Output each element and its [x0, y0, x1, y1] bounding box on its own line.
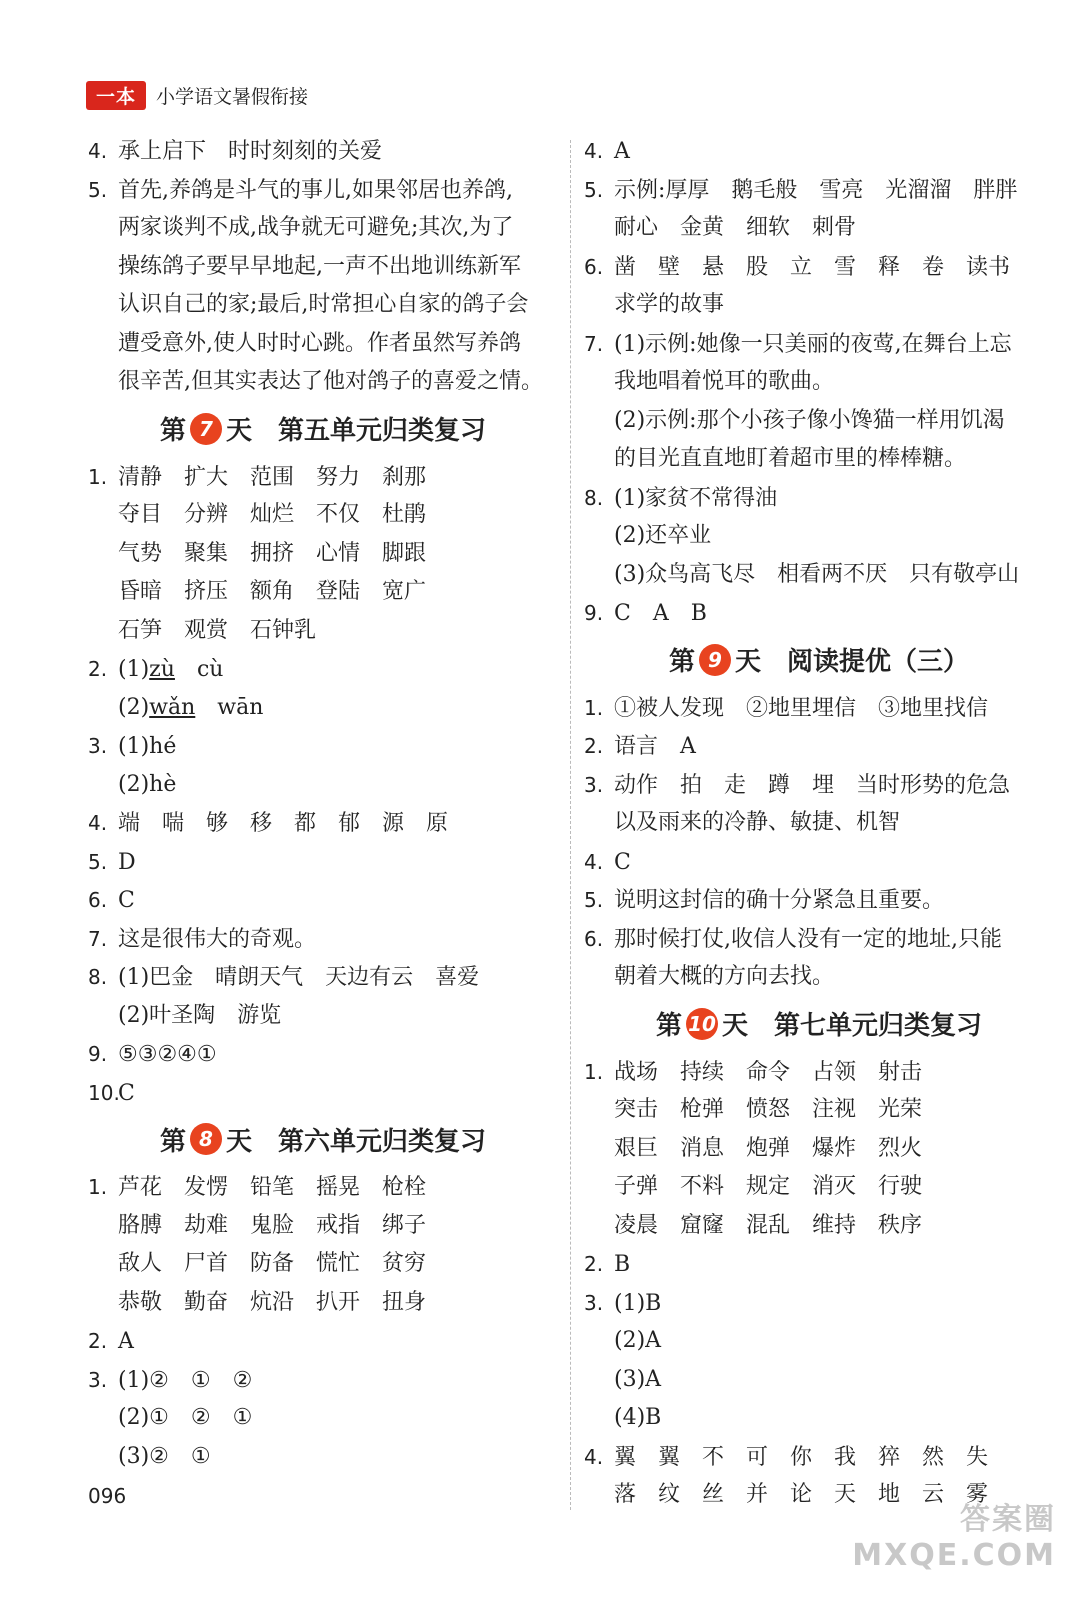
answer-line: 夺目 分辨 灿烂 不仅 杜鹃: [118, 502, 427, 527]
answer-line: 遭受意外,使人时时心跳。作者虽然写养鸽: [118, 330, 521, 356]
answer-line: (4)B: [614, 1405, 662, 1430]
right-column: [584, 132, 1054, 1515]
answer-line: (3)众鸟高飞尽 相看两不厌 只有敬亭山: [614, 561, 1020, 587]
answer-line: 5. D: [88, 849, 136, 875]
answer-line: 9. ⑤③②④①: [88, 1042, 217, 1067]
section-heading-day10: 第 10 天 第七单元归类复习: [584, 999, 1054, 1049]
answer-line: 5. 说明这封信的确十分紧急且重要。: [584, 888, 945, 913]
answer-line: 石笋 观赏 石钟乳: [118, 617, 317, 643]
left-column: [88, 132, 558, 1476]
section-heading-day9: 第 9 天 阅读提优（三）: [584, 635, 1054, 685]
answer-line: (3)② ①: [118, 1443, 211, 1469]
answer-line: 突击 枪弹 愤怒 注视 光荣: [614, 1097, 923, 1122]
answer-line: 1. 芦花 发愣 铅笔 摇晃 枪栓: [88, 1175, 427, 1200]
answer-line: 认识自己的家;最后,时常担心自家的鸽子会: [118, 292, 529, 317]
answer-line: 凌晨 窟窿 混乱 维持 秩序: [614, 1212, 923, 1238]
answer-line: 求学的故事: [614, 292, 725, 317]
answer-line: 的目光直直地盯着超市里的棒棒糖。: [614, 446, 967, 471]
answer-line: 2. B: [584, 1252, 631, 1277]
answer-line: 以及雨来的冷静、敏捷、机智: [614, 810, 901, 835]
answer-line: 很辛苦,但其实表达了他对鸽子的喜爱之情。: [118, 369, 543, 394]
day-badge: 9: [699, 644, 731, 676]
answer-line: 10.C: [88, 1080, 135, 1106]
answer-line: 胳膊 劫难 鬼脸 戒指 绑子: [118, 1212, 427, 1238]
answer-line: 8. (1)家贫不常得油: [584, 485, 778, 511]
day-badge: 10: [686, 1008, 718, 1040]
day-badge: 7: [190, 413, 222, 445]
answer-line: 耐心 金黄 细软 刺骨: [614, 215, 857, 240]
answer-line: 4. C: [584, 849, 631, 875]
page-number: 096: [88, 1484, 127, 1508]
answer-line: 7. (1)示例:她像一只美丽的夜莺,在舞台上忘: [584, 331, 1012, 357]
column-divider: [570, 140, 571, 1510]
answer-line: 4. 承上启下 时时刻刻的关爱: [88, 139, 383, 164]
answer-line: 我地唱着悦耳的歌曲。: [614, 369, 835, 394]
answer-line: 3. 动作 拍 走 蹲 埋 当时形势的危急: [584, 772, 1011, 798]
answer-line: 4. A: [584, 139, 630, 164]
answer-line: (2)hè: [118, 771, 177, 797]
book-title: 小学语文暑假衔接: [156, 85, 309, 108]
section-heading-day7: 第 7 天 第五单元归类复习: [88, 404, 558, 454]
answer-line: 3. (1)B: [584, 1290, 662, 1316]
answer-line: 1. 战场 持续 命令 占领 射击: [584, 1059, 923, 1085]
answer-line: 3. (1)hé: [88, 734, 177, 759]
answer-line: 2. 语言 A: [584, 734, 696, 759]
answer-line: 2. A: [88, 1329, 134, 1354]
answer-line: (3)A: [614, 1366, 662, 1392]
brand-logo: 一本: [86, 81, 146, 110]
answer-line: 敌人 尸首 防备 慌忙 贫穷: [118, 1251, 427, 1276]
answer-line: 两家谈判不成,战争就无可避免;其次,为了: [118, 215, 514, 240]
answer-line: 7. 这是很伟大的奇观。: [88, 926, 317, 952]
answer-line: (2)wǎn wān: [118, 694, 264, 720]
answer-line: 子弹 不料 规定 消灭 行驶: [614, 1174, 923, 1199]
answer-line: 8. (1)巴金 晴朗天气 天边有云 喜爱: [88, 965, 480, 990]
day-badge: 8: [190, 1123, 222, 1155]
answer-line: (2)① ② ①: [118, 1405, 253, 1430]
answer-line: 1. ①被人发现 ②地里埋信 ③地里找信: [584, 695, 989, 721]
answer-line: 朝着大概的方向去找。: [614, 964, 835, 989]
answer-line: (2)A: [614, 1328, 662, 1353]
watermark: 答案圈 MXQE.COM: [852, 1502, 1056, 1573]
answer-line: 5. 示例:厚厚 鹅毛般 雪亮 光溜溜 胖胖: [584, 177, 1018, 203]
answer-line: 6. 那时候打仗,收信人没有一定的地址,只能: [584, 926, 1002, 952]
answer-line: 气势 聚集 拥挤 心情 脚跟: [118, 540, 427, 566]
answer-line: (2)叶圣陶 游览: [118, 1002, 282, 1028]
answer-line: 艰巨 消息 炮弹 爆炸 烈火: [614, 1135, 923, 1161]
answer-line: (2)示例:那个小孩子像小馋猫一样用饥渴: [614, 407, 1005, 433]
section-heading-day8: 第 8 天 第六单元归类复习: [88, 1114, 558, 1164]
page-header: [86, 80, 308, 110]
answer-line: 操练鸽子要早早地起,一声不出地训练新军: [118, 253, 521, 279]
answer-line: 1. 清静 扩大 范围 努力 刹那: [88, 464, 427, 490]
answer-line: 恭敬 勤奋 炕沿 扒开 扭身: [118, 1289, 427, 1315]
answer-line: 6. 凿 壁 悬 股 立 雪 释 卷 读书: [584, 254, 1011, 280]
answer-line: 6. C: [88, 888, 135, 913]
answer-line: 落 纹 丝 并 论 天 地 云 雾: [614, 1482, 989, 1507]
answer-line: 5. 首先,养鸽是斗气的事儿,如果邻居也养鸽,: [88, 177, 513, 203]
answer-line: 4. 端 喘 够 移 都 郁 源 原: [88, 811, 449, 836]
answer-line: 9. C A B: [584, 601, 707, 626]
answer-line: (2)还卒业: [614, 523, 712, 548]
answer-line: 3. (1)② ① ②: [88, 1367, 253, 1393]
answer-line: 4. 翼 翼 不 可 你 我 猝 然 失: [584, 1444, 989, 1470]
answer-line: 昏暗 挤压 额角 登陆 宽广: [118, 579, 427, 604]
answer-line: 2. (1)zù cù: [88, 657, 224, 682]
